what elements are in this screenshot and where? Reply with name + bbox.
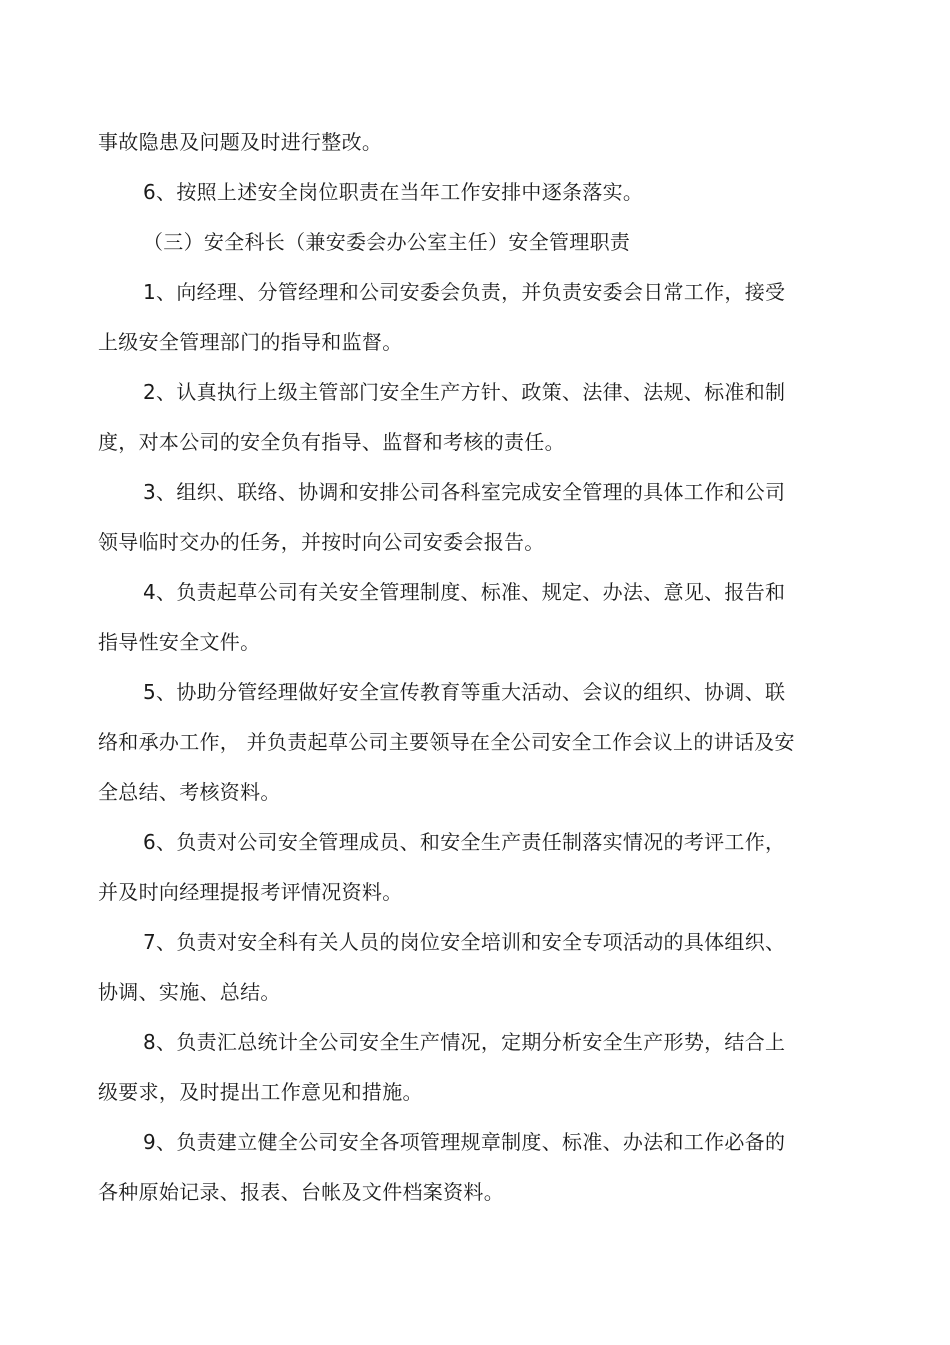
text-line: 指导性安全文件。: [98, 630, 261, 654]
section-heading: （三）安全科长（兼安委会办公室主任）安全管理职责: [143, 230, 631, 254]
text-line: 8、负责汇总统计全公司安全生产情况，定期分析安全生产形势，结合上: [143, 1030, 786, 1054]
text-line: 级要求，及时提出工作意见和措施。: [98, 1080, 423, 1104]
text-line: 5、协助分管经理做好安全宣传教育等重大活动、会议的组织、协调、联: [143, 680, 786, 704]
text-line: 协调、实施、总结。: [98, 980, 281, 1004]
text-line: 3、组织、联络、协调和安排公司各科室完成安全管理的具体工作和公司: [143, 480, 786, 504]
text-line: 6、按照上述安全岗位职责在当年工作安排中逐条落实。: [143, 180, 644, 204]
text-line: 各种原始记录、报表、台帐及文件档案资料。: [98, 1180, 504, 1204]
text-line: 并及时向经理提报考评情况资料。: [98, 880, 403, 904]
text-line: 络和承办工作， 并负责起草公司主要领导在全公司安全工作会议上的讲话及安: [98, 730, 795, 754]
text-line: 事故隐患及问题及时进行整改。: [98, 130, 383, 154]
text-line: 领导临时交办的任务，并按时向公司安委会报告。: [98, 530, 545, 554]
text-line: 6、负责对公司安全管理成员、和安全生产责任制落实情况的考评工作，: [143, 830, 786, 854]
text-line: 度，对本公司的安全负有指导、监督和考核的责任。: [98, 430, 565, 454]
text-line: 4、负责起草公司有关安全管理制度、标准、规定、办法、意见、报告和: [143, 580, 786, 604]
text-line: 上级安全管理部门的指导和监督。: [98, 330, 403, 354]
text-line: 9、负责建立健全公司安全各项管理规章制度、标准、办法和工作必备的: [143, 1130, 786, 1154]
text-line: 1、向经理、分管经理和公司安委会负责，并负责安委会日常工作，接受: [143, 280, 786, 304]
text-line: 2、认真执行上级主管部门安全生产方针、政策、法律、法规、标准和制: [143, 380, 786, 404]
text-line: 7、负责对安全科有关人员的岗位安全培训和安全专项活动的具体组织、: [143, 930, 786, 954]
text-line: 全总结、考核资料。: [98, 780, 281, 804]
